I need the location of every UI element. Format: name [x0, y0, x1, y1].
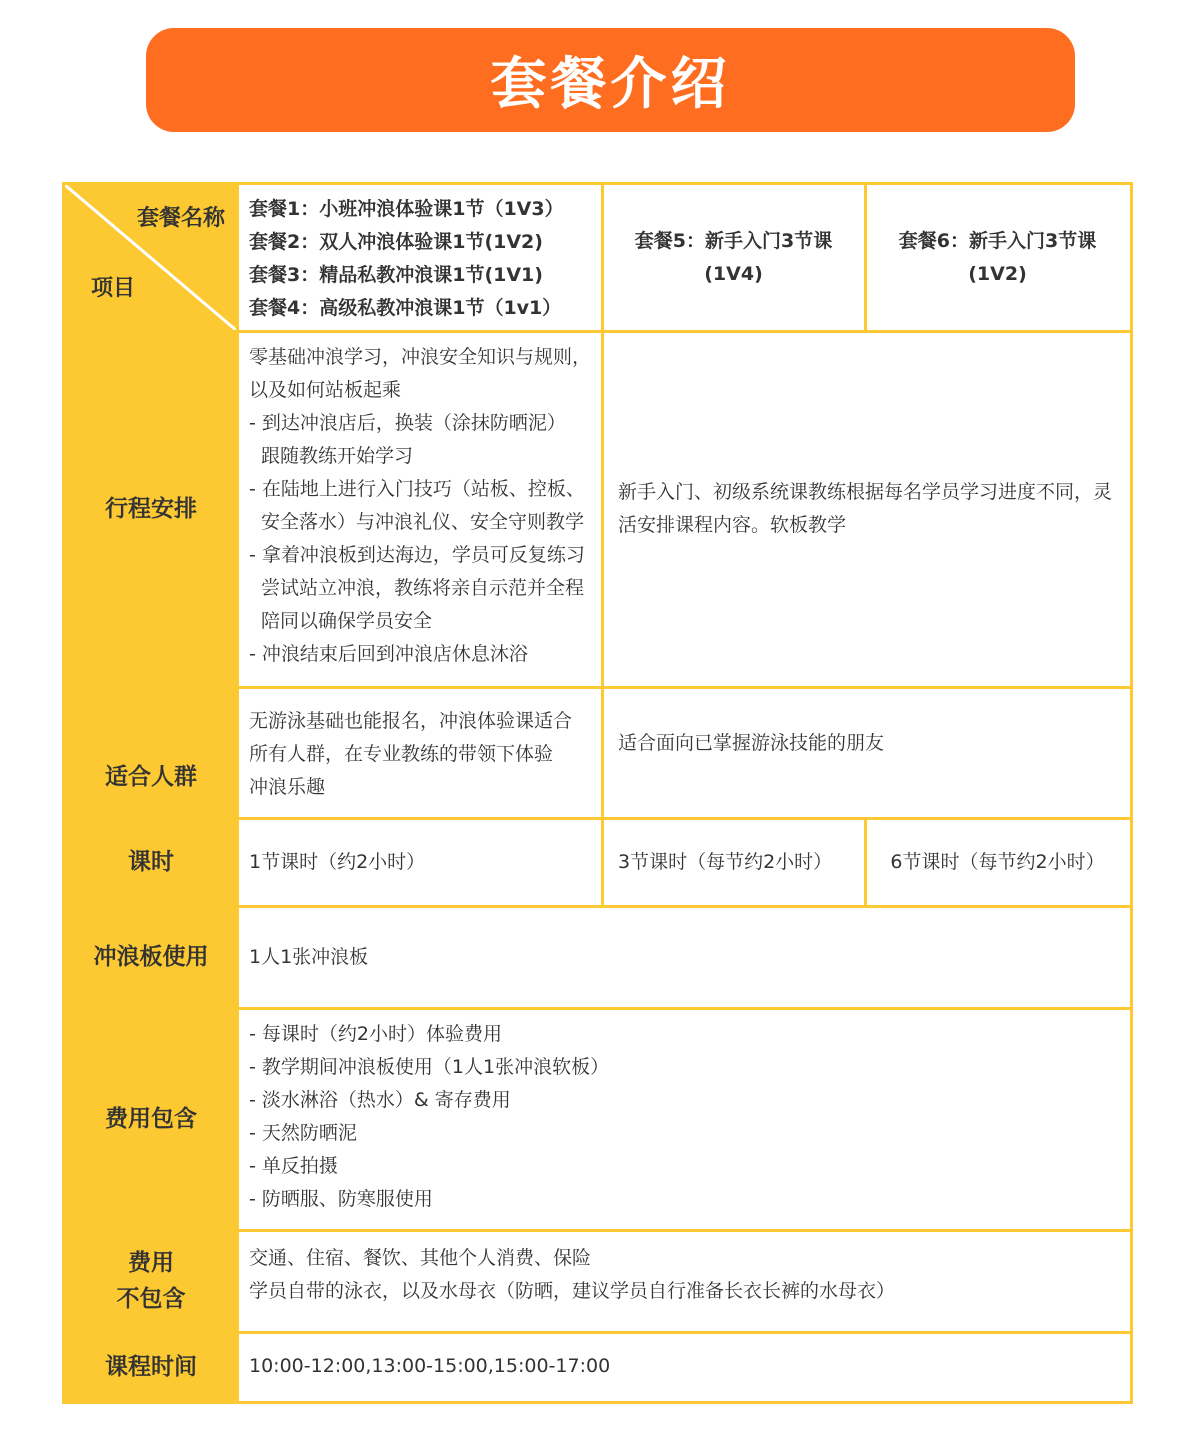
times-value-cell	[237, 1332, 1130, 1401]
included-value-cell	[237, 1008, 1130, 1230]
corner-top-label: 套餐名称	[136, 206, 225, 231]
audience-line: 无游泳基础也能报名，冲浪体验课适合	[249, 710, 573, 732]
package-1-label: 套餐1：小班冲浪体验课1节（1V3）	[249, 198, 564, 220]
hours-label-cell	[65, 818, 237, 906]
audience-right-cell	[602, 687, 1130, 818]
grid-line	[864, 185, 867, 331]
grid-line	[65, 1229, 1130, 1232]
audience-line: 冲浪乐趣	[249, 776, 326, 798]
schedule-label: 行程安排	[105, 496, 197, 522]
included-line: - 淡水淋浴（热水）& 寄存费用	[249, 1089, 511, 1111]
audience-line: 所有人群，在专业教练的带领下体验	[249, 743, 554, 765]
package-3-label: 套餐3：精品私教冲浪课1节(1V1)	[249, 264, 543, 286]
package-6-label: 套餐6：新手入门3节课	[898, 230, 1097, 252]
included-label-cell	[65, 1008, 237, 1230]
hours-col2-text: 3节课时（每节约2小时）	[618, 850, 833, 873]
packages-1-4-header	[237, 185, 602, 331]
package-5-ratio: (1V4)	[704, 263, 763, 285]
audience-label: 适合人群	[105, 763, 197, 790]
corner-bottom-label: 项目	[91, 276, 136, 301]
page-title: 套餐介绍	[490, 52, 731, 117]
package-2-label: 套餐2：双人冲浪体验课1节(1V2)	[249, 231, 543, 253]
grid-line	[65, 817, 1130, 820]
schedule-line: 跟随教练开始学习	[261, 445, 414, 467]
excluded-label-cell	[65, 1230, 237, 1332]
package-6-ratio: (1V2)	[968, 263, 1027, 285]
grid-line	[236, 185, 239, 1401]
excluded-line: 学员自带的泳衣，以及水母衣（防晒，建议学员自行准备长衣长裤的水母衣）	[249, 1280, 896, 1302]
schedule-line: 零基础冲浪学习，冲浪安全知识与规则，	[249, 346, 592, 368]
board-label: 冲浪板使用	[93, 944, 209, 970]
excluded-label-line1: 费用	[128, 1250, 174, 1276]
included-line: - 单反拍摄	[249, 1155, 338, 1177]
schedule-line: - 到达冲浪店后，换装（涂抹防晒泥）	[249, 412, 566, 434]
excluded-line: 交通、住宿、餐饮、其他个人消费、保险	[249, 1247, 592, 1269]
grid-line	[601, 185, 604, 906]
schedule-line: - 冲浪结束后回到冲浪店休息沐浴	[249, 643, 528, 665]
schedule-right-line: 新手入门、初级系统课教练根据每名学员学习进度不同，灵	[618, 481, 1113, 503]
included-label: 费用包含	[105, 1106, 197, 1132]
schedule-line: - 在陆地上进行入门技巧（站板、控板、	[249, 478, 585, 500]
hours-col1-cell	[237, 818, 602, 906]
times-label: 课程时间	[105, 1353, 197, 1380]
schedule-line: 以及如何站板起乘	[249, 379, 402, 401]
hours-col3-cell	[865, 818, 1130, 906]
board-label-cell	[65, 906, 237, 1008]
package-5-header	[602, 185, 865, 331]
board-value-text: 1人1张冲浪板	[249, 945, 369, 968]
schedule-label-cell	[65, 331, 237, 687]
package-4-label: 套餐4：高级私教冲浪课1节（1v1）	[249, 297, 562, 319]
package-6-header	[865, 185, 1130, 331]
included-line: - 教学期间冲浪板使用（1人1张冲浪软板）	[249, 1056, 610, 1078]
audience-right-text: 适合面向已掌握游泳技能的朋友	[618, 732, 885, 754]
hours-label: 课时	[128, 849, 174, 875]
included-line: - 每课时（约2小时）体验费用	[249, 1023, 502, 1045]
included-line: - 天然防晒泥	[249, 1122, 357, 1144]
schedule-line: 安全落水）与冲浪礼仪、安全守则教学	[261, 511, 585, 533]
excluded-value-cell	[237, 1230, 1130, 1332]
grid-line	[864, 818, 867, 906]
grid-line	[65, 905, 1130, 908]
included-line: - 防晒服、防寒服使用	[249, 1188, 433, 1210]
hours-col1-text: 1节课时（约2小时）	[249, 850, 426, 873]
times-label-cell	[65, 1332, 237, 1401]
schedule-line: - 拿着冲浪板到达海边，学员可反复练习	[249, 544, 585, 566]
times-value-text: 10:00-12:00,13:00-15:00,15:00-17:00	[249, 1355, 611, 1377]
audience-label-cell	[65, 687, 237, 818]
grid-line	[65, 1007, 1130, 1010]
title-banner	[146, 28, 1075, 132]
grid-line	[65, 1331, 1130, 1334]
hours-col2-cell	[602, 818, 865, 906]
excluded-label-line2: 不包含	[116, 1286, 186, 1312]
schedule-right-cell	[602, 331, 1130, 687]
grid-line	[65, 686, 1130, 689]
schedule-right-line: 活安排课程内容。软板教学	[618, 514, 847, 536]
audience-left-cell	[237, 687, 602, 818]
schedule-line: 尝试站立冲浪，教练将亲自示范并全程	[261, 577, 585, 599]
grid-line	[65, 330, 1130, 333]
corner-header-cell	[65, 185, 237, 331]
schedule-left-cell	[237, 331, 602, 687]
package-5-label: 套餐5：新手入门3节课	[634, 230, 833, 252]
hours-col3-text: 6节课时（每节约2小时）	[890, 850, 1105, 873]
schedule-line: 陪同以确保学员安全	[261, 610, 433, 632]
board-value-cell	[237, 906, 1130, 1008]
package-table	[62, 182, 1133, 1404]
